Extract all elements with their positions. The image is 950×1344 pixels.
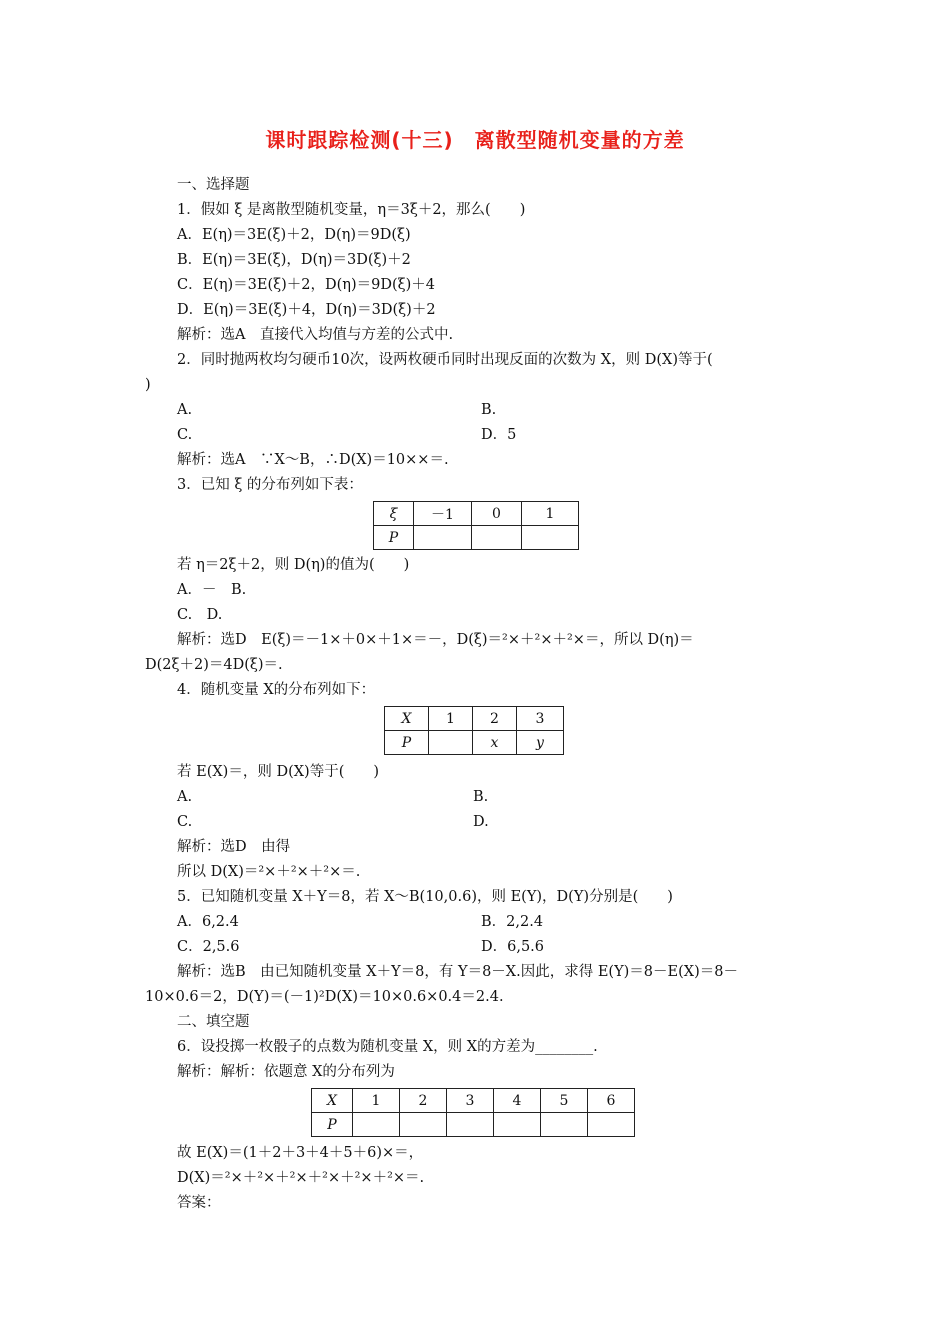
question-5: 5．已知随机变量 X＋Y＝8，若 X～B(10,0.6)，则 E(Y)，D(Y)分别是( )	[177, 889, 673, 905]
section-heading-fill: 二、填空题	[177, 1014, 250, 1030]
table-cell	[353, 1113, 400, 1137]
x-distribution-table	[384, 706, 564, 755]
section-heading-choice: 一、选择题	[177, 177, 250, 193]
table-cell: x	[473, 731, 517, 755]
q4-solution: 解析：选D 由得	[177, 839, 291, 855]
die-distribution-table	[311, 1088, 635, 1137]
table-row	[385, 731, 564, 755]
q4-condition: 若 E(X)＝，则 D(X)等于( )	[177, 764, 380, 780]
table-cell: 2	[400, 1089, 447, 1113]
q1-option-d: D．E(η)＝3E(ξ)＋4，D(η)＝3D(ξ)＋2	[177, 302, 436, 318]
table-cell: 4	[494, 1089, 541, 1113]
table-cell: P	[374, 526, 414, 550]
question-6: 6．设投掷一枚骰子的点数为随机变量 X，则 X的方差为________.	[177, 1039, 598, 1055]
table-cell	[494, 1113, 541, 1137]
table-cell: P	[385, 731, 429, 755]
q4-option-b: B.	[473, 789, 489, 805]
table-cell: 3	[517, 707, 564, 731]
table-cell	[429, 731, 473, 755]
q2-option-b: B.	[481, 402, 497, 418]
table-cell: P	[312, 1113, 353, 1137]
q5-solution-continued: 10×0.6＝2，D(Y)＝(－1)²D(X)＝10×0.6×0.4＝2.4.	[145, 989, 504, 1005]
table-row	[385, 707, 564, 731]
table-cell: 0	[472, 502, 522, 526]
table-cell: 5	[541, 1089, 588, 1113]
q3-options-cd: C. D.	[177, 607, 223, 623]
q5-option-c: C．2,5.6	[177, 939, 240, 955]
table-row	[374, 502, 579, 526]
table-cell: 1	[353, 1089, 400, 1113]
table-cell: ξ	[374, 502, 414, 526]
q2-option-d: D．5	[481, 427, 517, 443]
table-cell	[447, 1113, 494, 1137]
table-cell: 1	[522, 502, 579, 526]
q1-option-c: C．E(η)＝3E(ξ)＋2，D(η)＝9D(ξ)＋4	[177, 277, 436, 293]
table-cell	[400, 1113, 447, 1137]
question-3: 3．已知 ξ 的分布列如下表：	[177, 477, 363, 493]
table-cell	[541, 1113, 588, 1137]
table-row	[312, 1089, 635, 1113]
table-cell	[472, 526, 522, 550]
table-cell: X	[385, 707, 429, 731]
table-cell	[588, 1113, 635, 1137]
q3-options-ab: A．－ B.	[177, 582, 247, 598]
q4-option-a: A.	[177, 789, 193, 805]
q2-option-a: A.	[177, 402, 193, 418]
q6-expectation: 故 E(X)＝(1＋2＋3＋4＋5＋6)×＝，	[177, 1145, 424, 1161]
table-cell: 2	[473, 707, 517, 731]
q4-option-c: C.	[177, 814, 193, 830]
table-cell: 3	[447, 1089, 494, 1113]
q3-solution-continued: D(2ξ＋2)＝4D(ξ)＝.	[145, 657, 283, 673]
table-cell: 1	[429, 707, 473, 731]
q3-solution: 解析：选D E(ξ)＝－1×＋0×＋1×＝－，D(ξ)＝²×＋²×＋²×＝，所以 D(η)＝	[177, 632, 694, 648]
table-cell: 6	[588, 1089, 635, 1113]
q5-option-a: A．6,2.4	[177, 914, 239, 930]
q4-option-d: D.	[473, 814, 489, 830]
question-1: 1．假如 ξ 是离散型随机变量，η＝3ξ＋2，那么( )	[177, 202, 526, 218]
table-cell: －1	[414, 502, 472, 526]
table-row	[312, 1113, 635, 1137]
q3-condition: 若 η＝2ξ＋2，则 D(η)的值为( )	[177, 557, 410, 573]
q4-solution-continued: 所以 D(X)＝²×＋²×＋²×＝.	[177, 864, 361, 880]
page-title: 课时跟踪检测(十三) 离散型随机变量的方差	[265, 128, 685, 152]
q5-option-b: B．2,2.4	[481, 914, 544, 930]
table-cell: X	[312, 1089, 353, 1113]
table-cell: y	[517, 731, 564, 755]
q1-option-a: A．E(η)＝3E(ξ)＋2，D(η)＝9D(ξ)	[177, 227, 411, 243]
q1-solution: 解析：选A 直接代入均值与方差的公式中.	[177, 327, 454, 343]
q1-option-b: B．E(η)＝3E(ξ)，D(η)＝3D(ξ)＋2	[177, 252, 411, 268]
q2-option-c: C.	[177, 427, 193, 443]
q6-variance: D(X)＝²×＋²×＋²×＋²×＋²×＋²×＝.	[177, 1170, 425, 1186]
question-2: 2．同时抛两枚均匀硬币10次，设两枚硬币同时出现反面的次数为 X，则 D(X)等于(	[177, 352, 713, 368]
xi-distribution-table	[373, 501, 579, 550]
table-cell	[414, 526, 472, 550]
table-cell	[522, 526, 579, 550]
table-row	[374, 526, 579, 550]
q5-option-d: D．6,5.6	[481, 939, 545, 955]
q2-solution: 解析：选A ∵X～B，∴D(X)＝10××＝.	[177, 452, 449, 468]
question-4: 4．随机变量 X的分布列如下：	[177, 682, 376, 698]
q6-answer: 答案：	[177, 1195, 221, 1211]
question-2-continued: )	[145, 377, 151, 393]
q5-solution: 解析：选B 由已知随机变量 X＋Y＝8，有 Y＝8－X.因此，求得 E(Y)＝8－E(X)＝8－	[177, 964, 738, 980]
q6-solution: 解析：解析：依题意 X的分布列为	[177, 1064, 395, 1080]
